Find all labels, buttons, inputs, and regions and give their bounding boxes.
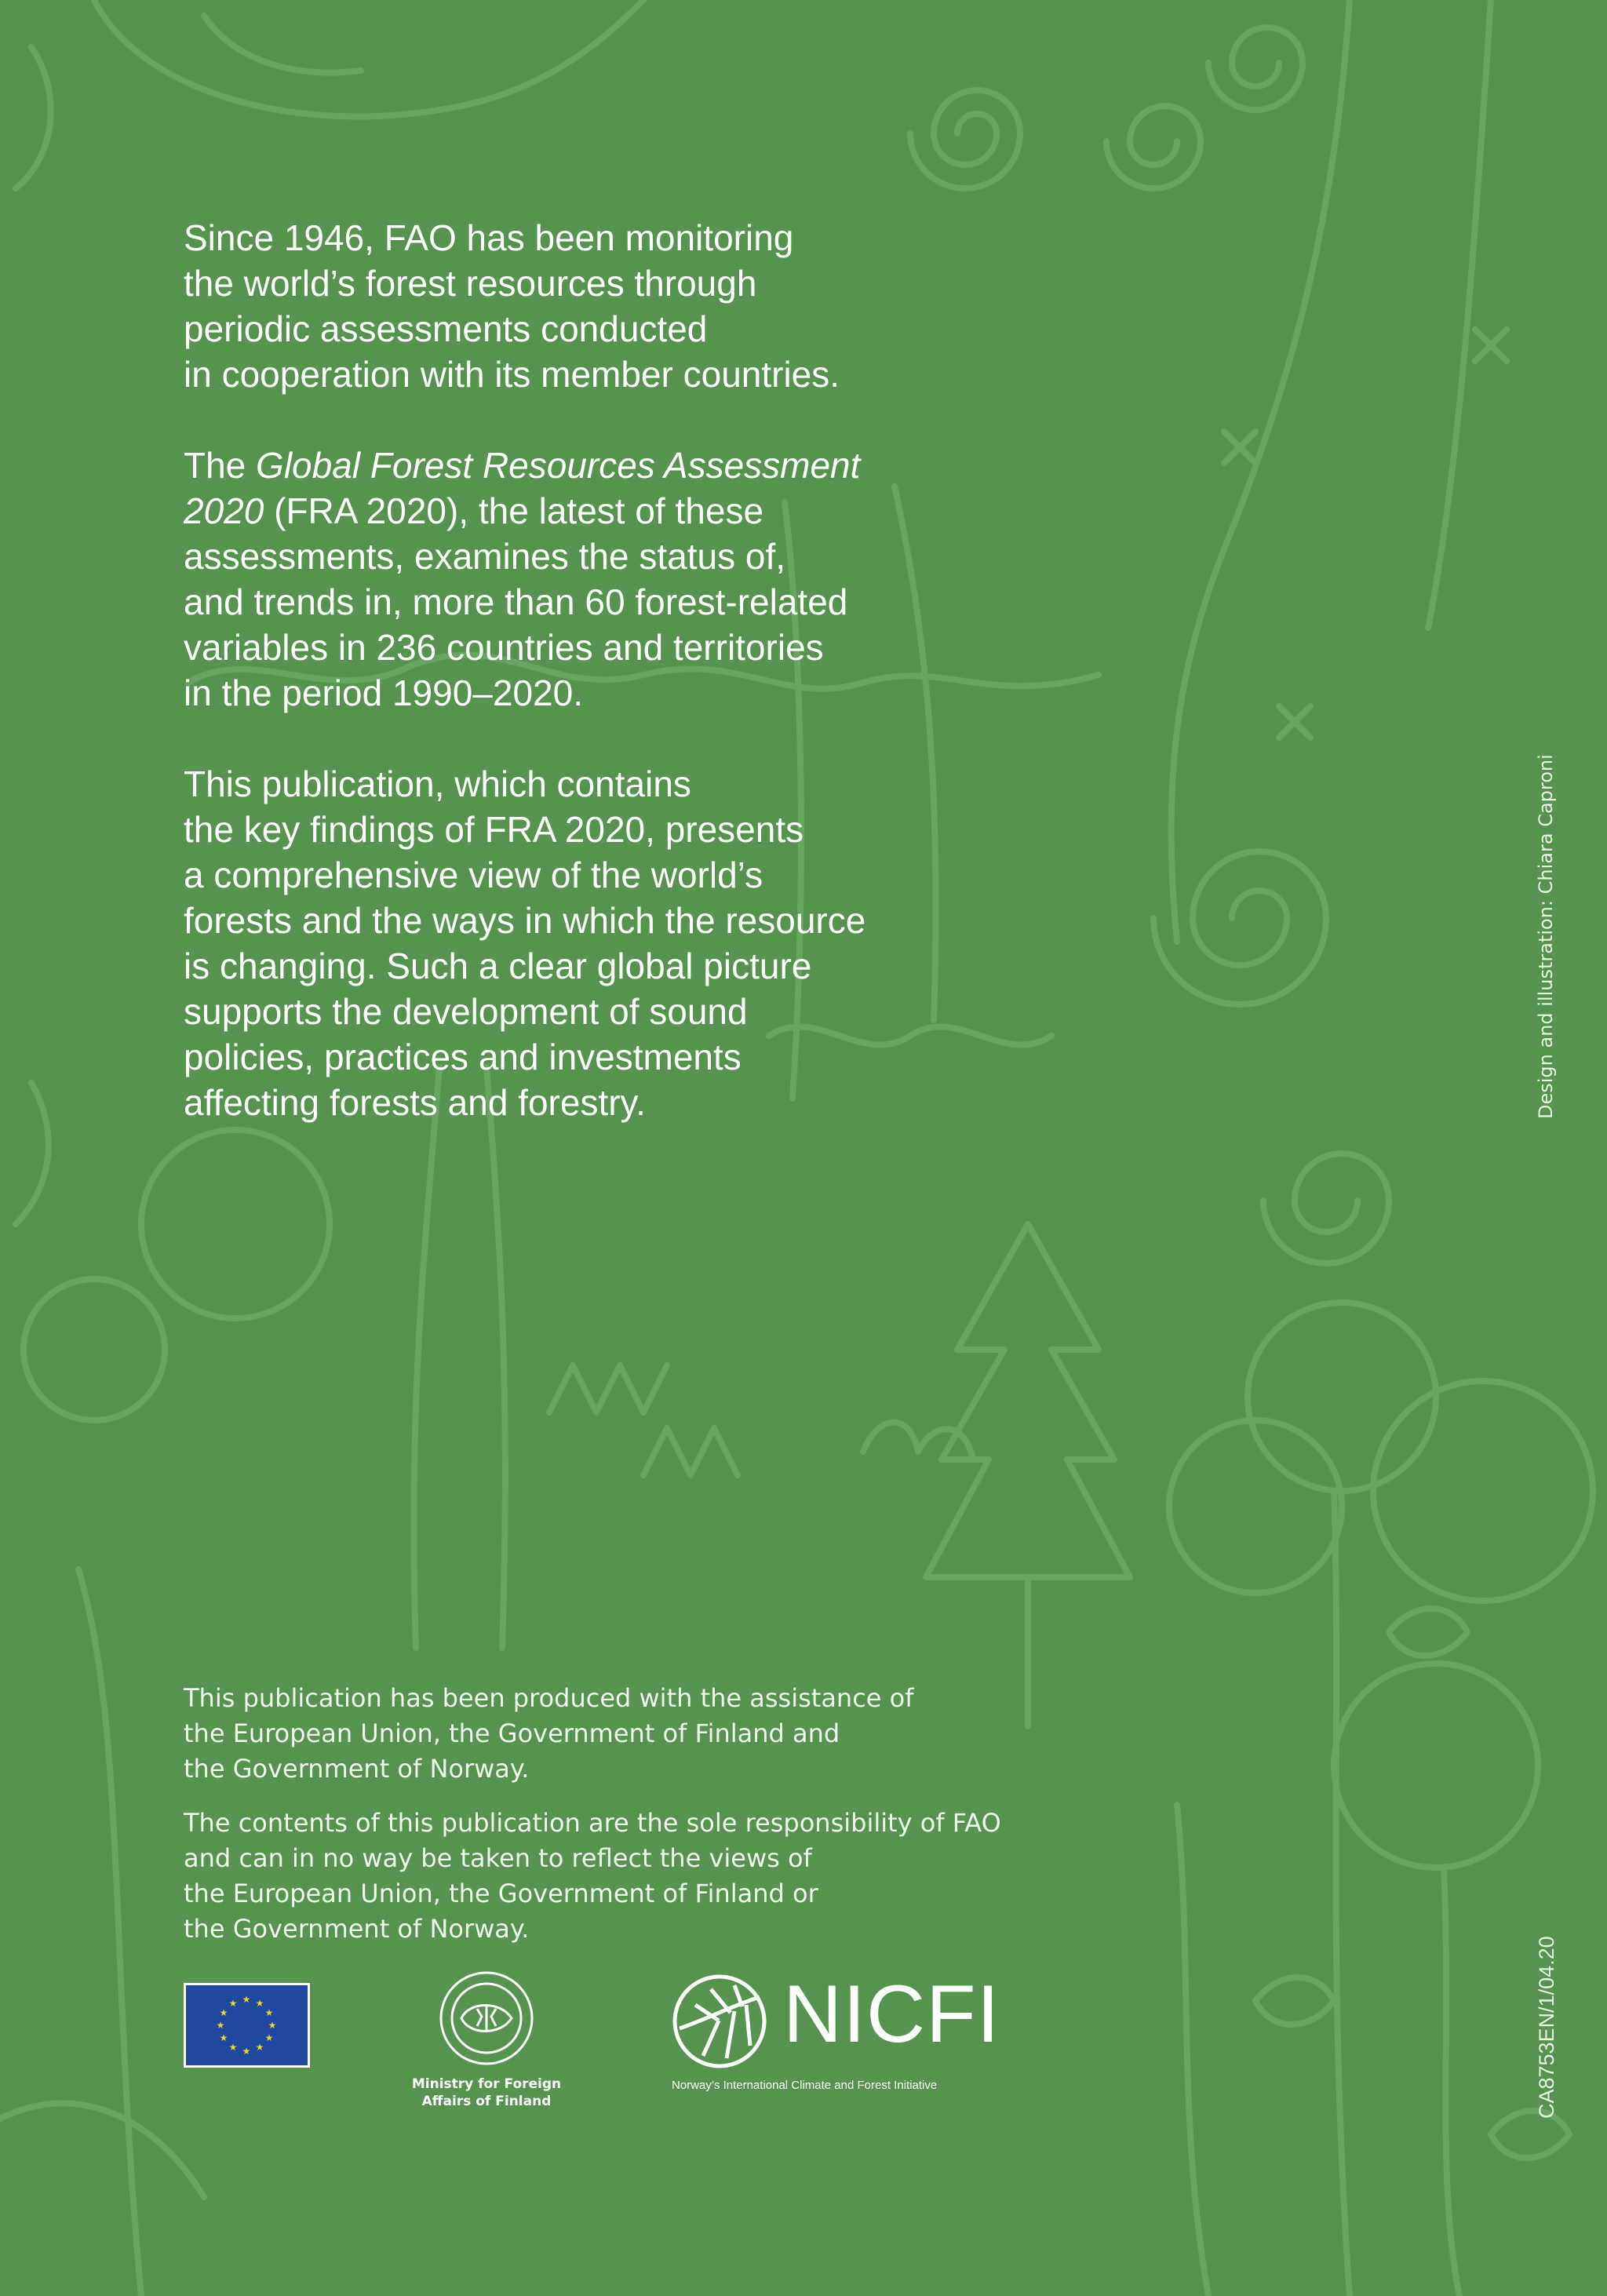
text-line: is changing. Such a clear global picture — [184, 946, 812, 986]
catalog-code: CA8753EN/1/04.20 — [1535, 1936, 1558, 2119]
finland-lion-emblem-icon — [438, 1970, 535, 2067]
svg-text:★: ★ — [264, 2032, 274, 2043]
svg-text:★: ★ — [264, 2007, 274, 2018]
text-line: policies, practices and investments — [184, 1037, 742, 1077]
text-line — [184, 443, 984, 488]
text-line: affecting forests and forestry. — [184, 1082, 646, 1123]
publication-title-italic: Global Forest Resources Assessment — [256, 445, 861, 486]
responsibility-statement — [184, 1806, 1015, 1947]
text-line: and trends in, more than 60 forest-related — [184, 581, 848, 622]
text-line: in the period 1990–2020. — [184, 672, 583, 713]
nicfi-wordmark: NICFI — [783, 1969, 1000, 2060]
text-line: assessments, examines the status of, — [184, 536, 786, 577]
svg-text:★: ★ — [255, 2042, 264, 2053]
text-fragment: (FRA 2020), the latest of these — [264, 490, 764, 531]
text-line: the European Union, the Government of Finland and — [184, 1718, 840, 1748]
text-fragment: The — [184, 445, 257, 486]
text-line — [184, 488, 984, 534]
text-line: the Government of Norway. — [184, 1754, 530, 1784]
text-line: Since 1946, FAO has been monitoring — [184, 217, 794, 258]
text-line: the world’s forest resources through — [184, 263, 757, 304]
text-line: This publication has been produced with the assistance of — [184, 1683, 914, 1713]
text-line: periodic assessments conducted — [184, 308, 708, 349]
svg-text:★: ★ — [216, 2020, 225, 2031]
eu-stars-icon — [186, 1985, 308, 2065]
text-line: The contents of this publication are the sole responsibility of FAO — [184, 1808, 1001, 1838]
finland-caption-line: Affairs of Finland — [421, 2094, 552, 2109]
paragraph-fra-2020 — [184, 443, 984, 716]
svg-text:★: ★ — [219, 2007, 228, 2018]
nicfi-caption: Norway’s International Climate and Forest Initiative — [672, 2079, 938, 2092]
svg-text:★: ★ — [242, 2046, 251, 2057]
funding-statement — [184, 1681, 1015, 1787]
text-line: This publication, which contains — [184, 764, 691, 804]
finland-ministry-logo — [408, 1970, 565, 2110]
text-line: the Government of Norway. — [184, 1914, 530, 1944]
svg-text:★: ★ — [268, 2020, 277, 2031]
paragraph-publication-summary — [184, 761, 984, 1125]
illustration-credit: Design and illustration: Chiara Caproni — [1535, 754, 1557, 1119]
svg-text:★: ★ — [255, 1998, 264, 2009]
publication-title-italic: 2020 — [184, 490, 264, 531]
text-line: and can in no way be taken to reflect the views of — [184, 1843, 812, 1873]
eu-flag-logo — [184, 1983, 310, 2068]
main-description — [184, 215, 984, 1171]
text-line: the European Union, the Government of Finland or — [184, 1879, 818, 1908]
nicfi-leaf-icon — [672, 1973, 767, 2069]
svg-text:★: ★ — [228, 2042, 238, 2053]
svg-text:★: ★ — [228, 1998, 238, 2009]
svg-text:★: ★ — [242, 1994, 251, 2005]
paragraph-fao-monitoring — [184, 215, 984, 397]
text-line: variables in 236 countries and territories — [184, 627, 824, 668]
text-line: the key findings of FRA 2020, presents — [184, 809, 804, 850]
text-line: in cooperation with its member countries. — [184, 354, 840, 395]
finland-caption-line: Ministry for Foreign — [411, 2076, 562, 2092]
svg-text:★: ★ — [219, 2032, 228, 2043]
funding-disclaimer — [184, 1681, 1015, 1966]
text-line: supports the development of sound — [184, 991, 748, 1032]
text-line: a comprehensive view of the world’s — [184, 855, 763, 895]
text-line: forests and the ways in which the resource — [184, 900, 866, 941]
